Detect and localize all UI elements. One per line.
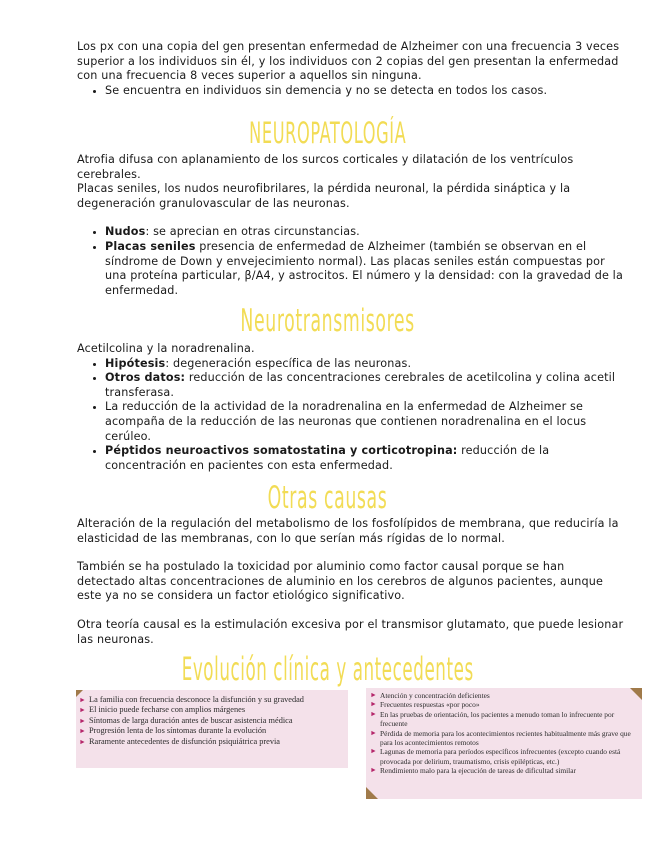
item-text: Rendimiento malo para la ejecución de tareas de dificultad similar [380,766,576,776]
list-item [105,225,625,240]
arrow-icon: ► [79,696,86,704]
heading-text: Evolución clínica y antecedentes [181,650,474,688]
list-item [78,705,344,715]
list-item [105,444,625,473]
list-item [369,691,634,700]
otras-causas-p1: Alteración de la regulación del metabolismo de los fosfolípidos de membrana, que reduciría la elasticidad de las membranas, con lo que serían más rígidas de lo normal. [77,517,619,545]
item-text: Raramente antecedentes de disfunción psiquiátrica previa [89,736,280,746]
corner-decoration [366,787,378,799]
intro-list [77,84,625,99]
right-box-list [366,688,642,776]
item-text: La reducción de la actividad de la noradrenalina en la enfermedad de Alzheimer se acompaña de la reducción de las neuronas que contienen noradrenalina en el locus cerúleo. [105,400,587,443]
list-item [369,700,634,709]
heading-otras-causas [0,481,655,515]
arrow-icon: ► [370,766,377,775]
clinical-table-right [366,688,642,799]
list-item [78,695,344,705]
heading-evolucion [0,651,655,687]
item-term: Péptidos neuroactivos somatostatina y corticotropina: [105,444,458,458]
intro-paragraph: Los px con una copia del gen presentan enfermedad de Alzheimer con una frecuencia 3 veces superior a los individuos sin él, y los individuos con 2 copias del gen presentan la enfermedad con una frecuencia 8 veces superior a aquellos sin ninguna. [77,40,620,83]
arrow-icon: ► [370,709,377,718]
item-text: Pérdida de memoria para los acontecimientos recientes habitualmente más grave que para los acontecimientos remotos [380,728,631,748]
otras-causas-section [77,517,625,647]
neuropatologia-list [77,225,625,298]
item-term: Hipótesis [105,356,166,370]
list-item [105,240,625,298]
neurotransmisores-section [77,342,625,473]
arrow-icon: ► [370,691,377,699]
arrow-icon: ► [79,716,86,725]
list-item [78,716,344,726]
otras-causas-p3: Otra teoría causal es la estimulación excesiva por el transmisor glutamato, que puede lesionar las neuronas. [77,617,624,646]
list-item [105,400,625,444]
list-item [369,710,634,729]
otras-causas-p2: También se ha postulado la toxicidad por aluminio como factor causal porque se han detectado altas concentraciones de aluminio en los cerebros de algunos pacientes, aunque este ya no se considera un factor etiológico significativo. [77,560,604,603]
item-text: reducción de las concentraciones cerebrales de acetilcolina y colina acetil transferasa. [105,371,616,399]
item-text: presencia de enfermedad de Alzheimer (también se observan en el síndrome de Down y envejecimiento normal). Las placas seniles están compuestas por una proteína particular, β/A4, y astrocitos. El número y la densidad: con la gravedad de la enfermedad. [105,239,623,297]
list-item [369,729,634,748]
item-text: El inicio puede fecharse con amplios márgenes [89,705,246,715]
neurotransmisores-list [77,357,625,474]
arrow-icon: ► [370,747,377,756]
item-term: Nudos [105,225,146,239]
item-text: Lagunas de memoria para períodos específicos infrecuentes (excepto cuando está provocada por delirium, traumatismo, crisis epilépticas, etc.) [380,747,621,766]
item-text: Atención y concentración deficientes [380,691,490,700]
item-term: Placas seniles [105,239,196,253]
heading-neurotransmisores [0,304,655,338]
list-item [105,357,625,372]
arrow-icon: ► [79,737,86,746]
neuropatologia-p2: Placas seniles, los nudos neurofibrilares, la pérdida neuronal, la pérdida sináptica y la degeneración granulovascular de las neuronas. [77,182,571,210]
item-text: En las pruebas de orientación, los pacientes a menudo toman lo infrecuente por frecuente [380,709,615,729]
left-box-list [76,690,348,747]
neurotransmisores-intro: Acetilcolina y la noradrenalina. [77,342,255,355]
arrow-icon: ► [370,728,377,737]
item-text: Frecuentes respuestas «por poco» [380,700,480,710]
list-item [369,747,634,766]
item-text: : se aprecian en otras circunstancias. [145,225,360,239]
list-item [369,766,634,775]
neuropatologia-p1: Atrofia difusa con aplanamiento de los surcos corticales y dilatación de los ventrículos cerebrales. [77,153,574,181]
item-text: Síntomas de larga duración antes de buscar asistencia médica [89,715,293,725]
item-term: Otros datos: [105,371,186,385]
item-text: Progresión lenta de los síntomas durante la evolución [89,726,267,736]
heading-text: Otras causas [267,480,388,516]
heading-text: NEUROPATOLOGÍA [248,116,407,150]
heading-text: Neurotransmisores [240,303,415,339]
arrow-icon: ► [79,706,86,715]
arrow-icon: ► [79,727,86,736]
clinical-table-left [76,690,348,768]
heading-neuropatologia [0,118,655,148]
arrow-icon: ► [370,700,377,709]
list-item [78,737,344,747]
list-item [78,726,344,736]
item-text: La familia con frecuencia desconoce la disfunción y su gravedad [89,695,304,704]
list-item: • Se encuentra en individuos sin demencia y no se detecta en todos los casos. [105,84,625,99]
item-text: : degeneración específica de las neuronas. [165,356,412,370]
item-text: reducción de la concentración en pacientes con esta enfermedad. [105,444,550,472]
list-item [105,371,625,400]
neuropatologia-section [77,153,625,298]
intro-section [77,40,625,98]
